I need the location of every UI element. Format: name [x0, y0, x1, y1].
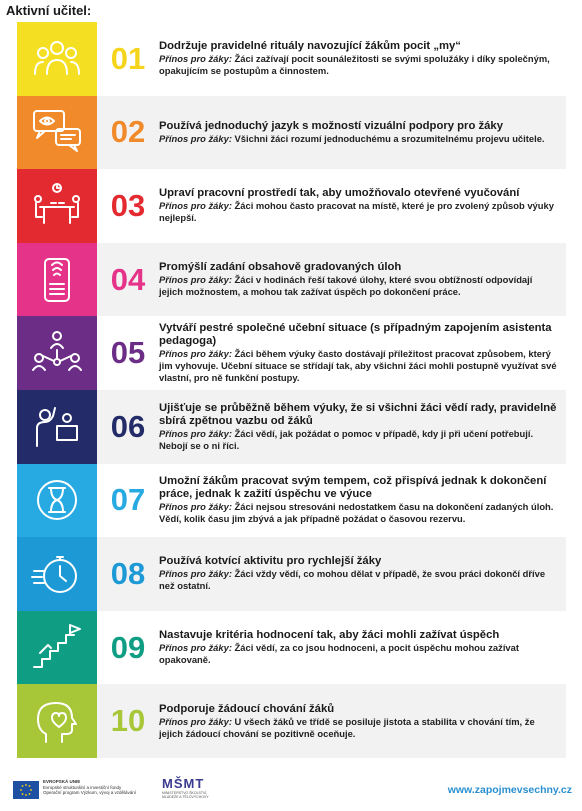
benefit-label: Přínos pro žáky:	[159, 715, 232, 727]
principle-benefit	[159, 348, 558, 384]
principle-heading: Umožní žákům pracovat svým tempem, což přispívá jednak k dokončení práce, jednak k zažití úspěchu ve výuce	[159, 475, 547, 501]
benefit-label: Přínos pro žáky:	[159, 642, 232, 654]
principle-heading: Vytváří pestré společné učební situace (s případným zapojením asistenta pedagoga)	[159, 322, 552, 348]
msmt-logo	[162, 776, 212, 800]
principle-number: 07	[110, 482, 146, 518]
principle-number: 09	[110, 629, 146, 665]
benefit-text: Žáci vždy vědí, co mohou dělat v případě, že svou práci dokončí dříve než ostatní.	[159, 568, 546, 592]
principle-number: 03	[110, 187, 146, 223]
principle-text	[159, 684, 566, 758]
principle-text	[159, 464, 566, 538]
icon-tile	[17, 96, 97, 170]
principle-heading: Nastavuje kritéria hodnocení tak, aby žáci mohli zažívat úspěch	[159, 629, 500, 642]
principle-row	[17, 22, 566, 96]
msmt-logo-text: MŠMT	[162, 776, 205, 791]
people-group-icon	[30, 34, 84, 84]
icon-tile	[17, 243, 97, 317]
principle-number: 08	[110, 555, 146, 591]
principle-text	[159, 537, 566, 611]
principle-heading: Ujišťuje se průběžně během výuky, že si všichni žáci vědí rady, pravidelně sbírá zpětnou vazbu od žáků	[159, 401, 557, 427]
benefit-text: Žáci mohou často pracovat na místě, které je pro zvolený způsob výuky nejlepší.	[159, 200, 554, 224]
teacher-principles-list	[17, 22, 566, 758]
benefit-label: Přínos pro žáky:	[159, 568, 232, 580]
graded-tasks-icon	[30, 255, 84, 305]
principle-benefit	[159, 716, 558, 740]
classroom-table-icon	[30, 181, 84, 231]
principle-benefit	[159, 501, 558, 525]
speech-bubbles-eye-icon	[30, 107, 84, 157]
principle-heading: Dodržuje pravidelné rituály navozující žákům pocit „my“	[159, 40, 461, 53]
principle-benefit	[159, 642, 558, 666]
principle-text	[159, 169, 566, 243]
group-network-icon	[30, 328, 84, 378]
benefit-text: Žáci nejsou stresováni nedostatkem času na dokončení zadaných úloh. Vědí, kolik času jim zbývá a jak případně požádat o časovou rezervu.	[159, 501, 554, 525]
icon-tile	[17, 684, 97, 758]
principle-heading: Promýšlí zadání obsahově gradovaných úloh	[159, 261, 402, 274]
principle-heading: Používá jednoduchý jazyk s možností vizuální podpory pro žáky	[159, 119, 503, 132]
icon-tile	[17, 611, 97, 685]
benefit-text: Žáci v hodinách řeší takové úlohy, které svou obtížností odpovídají jejich možnostem, a mohou tak zažívat úspěch po dokončení práce.	[159, 274, 533, 298]
principle-row	[17, 390, 566, 464]
eu-flag-logo	[13, 781, 39, 799]
principle-benefit	[159, 53, 558, 77]
benefit-text: Žáci zažívají pocit sounáležitosti se svými spolužáky i díky společným, opakujícím se postupům a činnostem.	[159, 53, 550, 77]
benefit-text: Žáci vědí, jak požádat o pomoc v případě, kdy ji při učení potřebují. Nebojí se o ni říci.	[159, 427, 534, 451]
principle-row	[17, 96, 566, 170]
principle-heading: Podporuje žádoucí chování žáků	[159, 702, 335, 715]
head-heart-icon	[30, 696, 84, 746]
principle-number: 06	[110, 408, 146, 444]
benefit-label: Přínos pro žáky:	[159, 132, 232, 144]
principle-text	[159, 316, 566, 390]
website-link[interactable]: www.zapojmevsechny.cz	[447, 784, 572, 796]
icon-tile	[17, 464, 97, 538]
principle-benefit	[159, 274, 558, 298]
principle-text	[159, 96, 566, 170]
principle-row	[17, 464, 566, 538]
principle-row	[17, 684, 566, 758]
principle-text	[159, 243, 566, 317]
principle-row	[17, 316, 566, 390]
benefit-label: Přínos pro žáky:	[159, 348, 232, 360]
principle-text	[159, 22, 566, 96]
benefit-label: Přínos pro žáky:	[159, 274, 232, 286]
principle-benefit	[159, 200, 558, 224]
principle-number: 05	[110, 335, 146, 371]
principle-number: 01	[110, 40, 146, 76]
benefit-label: Přínos pro žáky:	[159, 200, 232, 212]
hourglass-clock-icon	[30, 475, 84, 525]
eu-line-1: EVROPSKÁ UNIE	[43, 779, 81, 784]
benefit-label: Přínos pro žáky:	[159, 427, 232, 439]
principle-heading: Upraví pracovní prostředí tak, aby umožňovalo otevřené vyučování	[159, 187, 520, 200]
principle-number: 04	[110, 261, 146, 297]
fast-timer-icon	[30, 549, 84, 599]
icon-tile	[17, 390, 97, 464]
msmt-subtitle: MINISTERSTVO ŠKOLSTVÍ, MLÁDEŽE A TĚLOVÝCHOVY	[162, 791, 209, 799]
principle-row	[17, 243, 566, 317]
icon-tile	[17, 22, 97, 96]
principle-heading: Používá kotvící aktivitu pro rychlejší žáky	[159, 555, 382, 568]
benefit-label: Přínos pro žáky:	[159, 501, 232, 513]
principle-text	[159, 390, 566, 464]
raised-hand-icon	[30, 402, 84, 452]
principle-row	[17, 611, 566, 685]
icon-tile	[17, 316, 97, 390]
eu-line-3: Operační program Výzkum, vývoj a vzdělávání	[43, 790, 137, 795]
principle-number: 02	[110, 114, 146, 150]
principle-number: 10	[110, 703, 146, 739]
eu-line-2: Evropské strukturální a investiční fondy	[43, 784, 122, 790]
principle-benefit	[159, 568, 558, 592]
benefit-text: Žáci vědí, za co jsou hodnoceni, a pocit úspěchu mohou zažívat opakovaně.	[159, 642, 519, 666]
principle-benefit	[159, 428, 558, 452]
icon-tile	[17, 169, 97, 243]
icon-tile	[17, 537, 97, 611]
principle-benefit	[159, 133, 558, 145]
principle-text	[159, 611, 566, 685]
page-title: Aktivní učitel:	[6, 3, 92, 18]
benefit-text: Všichni žáci rozumí jednoduchému a srozumitelnému projevu učitele.	[234, 132, 545, 144]
principle-row	[17, 537, 566, 611]
eu-funding-text	[43, 779, 153, 796]
benefit-text: U všech žáků ve třídě se posiluje jistota a stabilita v chování tím, že jejich žádoucí chování se pozitivně oceňuje.	[159, 715, 535, 739]
benefit-label: Přínos pro žáky:	[159, 53, 232, 65]
principle-row	[17, 169, 566, 243]
stairs-flag-icon	[30, 623, 84, 673]
benefit-text: Žáci během výuky často dostávají příležitost pracovat způsobem, který jim vyhovuje. Učební situace se střídají tak, aby všichni žáci mohli postupně využívat své vlastní, pro ně funkční postupy.	[159, 348, 557, 384]
